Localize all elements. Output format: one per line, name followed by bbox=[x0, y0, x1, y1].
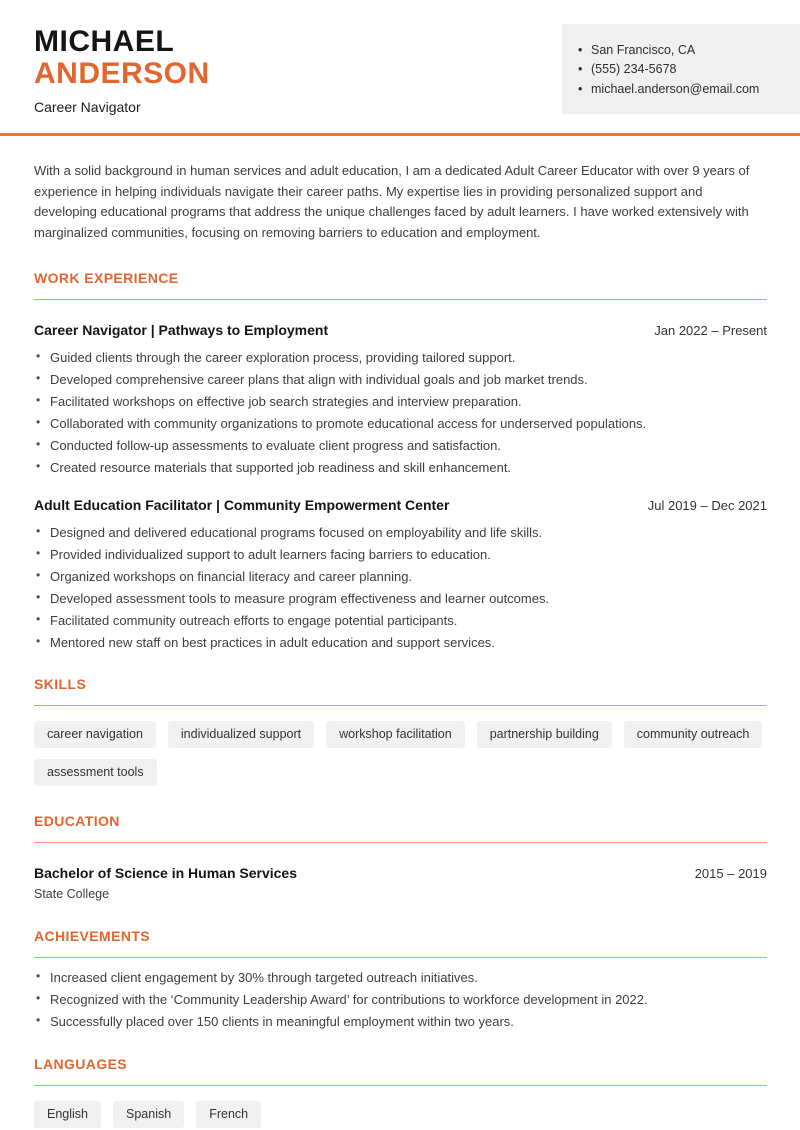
skill-chip: career navigation bbox=[34, 721, 156, 748]
job-entry-2 bbox=[34, 497, 767, 650]
skills-chip-list bbox=[34, 721, 767, 786]
section-skills bbox=[34, 676, 767, 786]
job-entry-1-header bbox=[34, 322, 767, 338]
bullet-item: • Guided clients through the career exploration process, providing tailored support. bbox=[34, 351, 767, 365]
languages-heading: LANGUAGES bbox=[34, 1056, 767, 1086]
bullet-item: • Developed assessment tools to measure program effectiveness and learner outcomes. bbox=[34, 592, 767, 606]
section-achievements bbox=[34, 928, 767, 1029]
contact-location: • San Francisco, CA bbox=[578, 43, 786, 57]
skill-chip: partnership building bbox=[477, 721, 612, 748]
skills-heading: SKILLS bbox=[34, 676, 767, 706]
summary-paragraph: With a solid background in human services and adult education, I am a dedicated Adult Career Educator with over 9 years of experience in helping individuals navigate their career paths. My expertise lies in providing personalized support and developing educational programs that address the unique challenges faced by adult learners. I have worked extensively with marginalized communities, focusing on removing barriers to education and employment. bbox=[34, 163, 750, 240]
first-name: MICHAEL bbox=[34, 25, 175, 58]
language-chip: French bbox=[196, 1101, 261, 1128]
header-divider bbox=[0, 133, 800, 136]
education-entry-header bbox=[34, 865, 767, 881]
bullet-item: • Provided individualized support to adult learners facing barriers to education. bbox=[34, 548, 767, 562]
resume-header bbox=[0, 0, 800, 133]
achievements-heading: ACHIEVEMENTS bbox=[34, 928, 767, 958]
section-education bbox=[34, 813, 767, 901]
bullet-item: • Developed comprehensive career plans that align with individual goals and job market trends. bbox=[34, 373, 767, 387]
contact-email: • michael.anderson@email.com bbox=[578, 82, 786, 96]
skill-chip: individualized support bbox=[168, 721, 314, 748]
bullet-item: • Organized workshops on financial literacy and career planning. bbox=[34, 570, 767, 584]
achievements-bullets bbox=[34, 971, 767, 1029]
education-heading: EDUCATION bbox=[34, 813, 767, 843]
bullet-item: • Increased client engagement by 30% through targeted outreach initiatives. bbox=[34, 971, 767, 985]
contact-card bbox=[562, 24, 800, 114]
job-entry-1 bbox=[34, 322, 767, 475]
job-entry-2-dates: Jul 2019 – Dec 2021 bbox=[647, 497, 767, 513]
bullet-item: • Conducted follow-up assessments to evaluate client progress and satisfaction. bbox=[34, 439, 767, 453]
bullet-item: • Designed and delivered educational programs focused on employability and life skills. bbox=[34, 526, 767, 540]
language-chip: Spanish bbox=[113, 1101, 184, 1128]
contact-list bbox=[578, 37, 786, 101]
contact-phone: • (555) 234-5678 bbox=[578, 62, 786, 76]
job-entry-2-bullets bbox=[34, 526, 767, 650]
bullet-item: • Collaborated with community organizations to promote educational access for underserved populations. bbox=[34, 417, 767, 431]
skill-chip: workshop facilitation bbox=[326, 721, 465, 748]
job-entry-2-header bbox=[34, 497, 767, 513]
bullet-item: • Facilitated community outreach efforts to engage potential participants. bbox=[34, 614, 767, 628]
job-entry-1-dates: Jan 2022 – Present bbox=[654, 323, 767, 338]
bullet-item: • Recognized with the ‘Community Leadership Award’ for contributions to workforce development in 2022. bbox=[34, 993, 767, 1007]
language-chip: English bbox=[34, 1101, 101, 1128]
education-school: State College bbox=[34, 887, 110, 901]
last-name: ANDERSON bbox=[34, 57, 210, 90]
bullet-item: • Created resource materials that supported job readiness and skill enhancement. bbox=[34, 461, 767, 475]
languages-chip-list bbox=[34, 1101, 767, 1128]
education-dates: 2015 – 2019 bbox=[694, 866, 767, 881]
bullet-item: • Successfully placed over 150 clients in meaningful employment within two years. bbox=[34, 1015, 767, 1029]
job-entry-2-role: Adult Education Facilitator | Community Empowerment Center bbox=[34, 496, 450, 513]
job-title: Career Navigator bbox=[34, 99, 141, 115]
bullet-item: • Facilitated workshops on effective job search strategies and interview preparation. bbox=[34, 395, 767, 409]
job-entry-1-role: Career Navigator | Pathways to Employment bbox=[34, 322, 329, 338]
skill-chip: assessment tools bbox=[34, 759, 157, 786]
section-work-experience bbox=[34, 270, 767, 649]
resume-body bbox=[0, 161, 800, 1128]
job-entry-1-bullets bbox=[34, 351, 767, 475]
skill-chip: community outreach bbox=[624, 721, 763, 748]
education-degree: Bachelor of Science in Human Services bbox=[34, 865, 297, 881]
bullet-item: • Mentored new staff on best practices in adult education and support services. bbox=[34, 636, 767, 650]
section-languages bbox=[34, 1056, 767, 1128]
work-experience-heading: WORK EXPERIENCE bbox=[34, 270, 767, 300]
